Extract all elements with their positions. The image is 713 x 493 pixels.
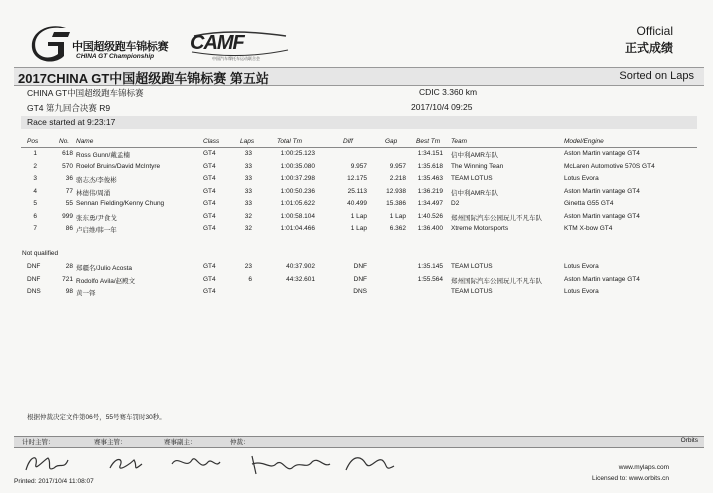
cell-gap: 2.218 (389, 175, 406, 182)
cell-pos: DNF (27, 275, 41, 283)
cell-laps: 33 (244, 175, 252, 182)
cell-best: 1:40.526 (417, 212, 443, 220)
race-start-bar (21, 116, 697, 129)
cell-diff: 1 Lap (350, 212, 367, 220)
cell-total: 1:00:35.080 (280, 162, 315, 170)
cell-model: Aston Martin vantage GT4 (564, 150, 640, 157)
camf-logo (190, 30, 290, 64)
cell-diff: 40.499 (347, 200, 367, 207)
logo-cn-text: 中国超级跑车锦标赛 (72, 41, 169, 53)
footer-bar (14, 436, 704, 448)
clerk-label: 仲裁： (230, 439, 250, 446)
cell-model: Lotus Evora (564, 288, 599, 295)
camf-subtitle: 中国汽车摩托车运动联合会 (212, 56, 260, 61)
cell-best: 1:35.145 (417, 263, 443, 270)
official-en: Official (636, 24, 673, 38)
cell-best: 1:34.497 (417, 200, 443, 207)
table-row (21, 224, 697, 235)
cell-team: TEAM LOTUS (451, 288, 493, 295)
cell-team: 郑州国际汽车公园玩儿不凡车队 (451, 214, 542, 222)
cell-team: 郑州国际汽车公园玩儿不凡车队 (451, 277, 542, 285)
license-info (592, 462, 669, 484)
col-total: Total Tm (277, 138, 303, 145)
sort-label: Sorted on Laps (619, 70, 694, 82)
cell-no: 98 (65, 288, 73, 295)
cell-best: 1:36.219 (417, 187, 443, 195)
penalty-note: 根据仲裁决定文件第06号，55号赛车罚时30秒。 (27, 414, 166, 421)
cell-no: 77 (65, 187, 73, 195)
circuit-info: CDIC 3.360 km (419, 87, 478, 97)
series-name: CHINA GT中国超级跑车锦标赛 (27, 88, 144, 98)
cell-no: 55 (65, 200, 73, 207)
table-row (21, 262, 697, 273)
cell-diff: 25.113 (347, 187, 367, 195)
cell-total: 1:01:04.466 (280, 225, 315, 232)
col-diff: Diff (343, 138, 353, 145)
gt-logo-mark-icon (30, 24, 74, 62)
cell-no: 570 (62, 162, 73, 170)
race-started-text: Race started at 9:23:17 (27, 117, 116, 127)
table-row (21, 275, 697, 286)
license-text: Licensed to: www.orbits.cn (592, 475, 669, 482)
cell-total: 40:37.902 (286, 263, 315, 270)
cell-gap: 12.938 (386, 187, 406, 195)
cell-laps: 33 (244, 150, 252, 157)
cell-best: 1:35.463 (417, 175, 443, 182)
col-best: Best Tm (416, 138, 441, 145)
cell-team: TEAM LOTUS (451, 175, 493, 182)
cell-diff: 12.175 (347, 175, 367, 182)
cell-diff: DNF (353, 263, 367, 270)
cell-name: Rodolfo Avila/赵殿文 (76, 277, 136, 285)
cell-total: 1:00:25.123 (280, 150, 315, 157)
event-datetime: 2017/10/4 09:25 (411, 102, 473, 112)
cell-model: McLaren Automotive 570S GT4 (564, 162, 655, 170)
cell-total: 1:00:58.104 (280, 212, 315, 220)
cell-name: 卢启维/韩一年 (76, 227, 117, 234)
printed-timestamp: Printed: 2017/10/4 11:08:07 (14, 478, 94, 485)
table-row (21, 187, 697, 198)
cell-pos: 3 (33, 175, 37, 182)
cell-class: GT4 (203, 288, 216, 295)
col-pos: Pos (27, 138, 39, 145)
cell-class: GT4 (203, 150, 216, 157)
col-name: Name (76, 138, 94, 145)
cell-model: Ginetta G55 GT4 (564, 200, 614, 207)
cell-class: GT4 (203, 263, 216, 270)
cell-pos: DNF (27, 263, 41, 270)
table-row (21, 162, 697, 173)
cell-no: 36 (65, 175, 73, 182)
cell-class: GT4 (203, 212, 216, 220)
cell-total: 1:00:50.236 (280, 187, 315, 195)
col-gap: Gap (385, 138, 398, 145)
cell-model: Lotus Evora (564, 263, 599, 270)
cell-best: 1:34.151 (417, 150, 443, 157)
cell-model: Aston Martin vantage GT4 (564, 275, 640, 283)
cell-laps: 6 (248, 275, 252, 283)
cell-total: 1:01:05.622 (280, 200, 315, 207)
table-row (21, 174, 697, 185)
orbits-label: Orbits (680, 437, 698, 444)
cell-name: 张东勇/尹食戈 (76, 214, 117, 222)
table-row (21, 199, 697, 210)
cell-gap: 15.386 (386, 200, 406, 207)
cell-name: 黄一铎 (76, 290, 96, 297)
cell-best: 1:36.400 (417, 225, 443, 232)
cell-pos: 6 (33, 212, 37, 220)
official-signatures (20, 450, 400, 478)
cell-no: 86 (65, 225, 73, 232)
cell-diff: 9.957 (350, 162, 367, 170)
cell-team: Xtreme Motorsports (451, 225, 509, 232)
cell-pos: 1 (33, 150, 37, 157)
cell-pos: 5 (33, 200, 37, 207)
cell-class: GT4 (203, 162, 216, 170)
cell-name: 骆志杰/李俊彬 (76, 177, 117, 184)
not-qualified-label: Not qualified (22, 250, 59, 257)
cell-class: GT4 (203, 225, 216, 232)
mylaps-site: www.mylaps.com (618, 464, 669, 471)
cell-pos: DNS (27, 288, 41, 295)
col-laps: Laps (240, 138, 255, 145)
cell-diff: DNF (353, 275, 367, 283)
cell-total: 44:32.601 (286, 275, 315, 283)
steward-label: 赛事副主： (164, 439, 197, 446)
cell-no: 618 (62, 150, 73, 157)
china-gt-logo (30, 24, 180, 68)
table-header (21, 137, 697, 148)
cell-gap: 1 Lap (389, 212, 406, 220)
cell-best: 1:35.618 (417, 162, 443, 170)
logo-en-text: CHINA GT Championship (76, 53, 155, 60)
cell-model: KTM X-bow GT4 (564, 225, 613, 232)
cell-laps: 33 (244, 187, 252, 195)
cell-best: 1:55.564 (417, 275, 443, 283)
cell-name: Ross Gunn/戴孟楠 (76, 152, 130, 159)
cell-class: GT4 (203, 187, 216, 195)
cell-class: GT4 (203, 175, 216, 182)
session-name: GT4 第九回合决赛 R9 (27, 103, 111, 113)
cell-team: The Winning Tean (451, 162, 504, 170)
col-model: Model/Engine (564, 138, 604, 145)
cell-laps: 33 (244, 200, 252, 207)
cell-pos: 4 (33, 187, 37, 195)
cell-model: Aston Martin vantage GT4 (564, 187, 640, 195)
cell-laps: 23 (244, 263, 252, 270)
cell-pos: 2 (33, 162, 37, 170)
cell-diff: 1 Lap (350, 225, 367, 232)
table-row (21, 287, 697, 298)
cell-model: Aston Martin vantage GT4 (564, 212, 640, 220)
cell-name: 郑疆名/Julio Acosta (76, 265, 132, 272)
official-stamp (625, 24, 673, 56)
cell-gap: 6.362 (389, 225, 406, 232)
table-row (21, 149, 697, 160)
official-cn: 正式成绩 (624, 41, 673, 55)
table-row (21, 212, 697, 223)
timekeeper-label: 计时主管： (22, 439, 55, 446)
col-class: Class (203, 138, 220, 145)
cell-class: GT4 (203, 200, 216, 207)
col-no: No. (59, 138, 70, 145)
cell-total: 1:00:37.298 (280, 175, 315, 182)
cell-name: Roelof Bruins/David McIntyre (76, 162, 161, 170)
cell-class: GT4 (203, 275, 216, 283)
cell-laps: 33 (244, 162, 252, 170)
cell-no: 999 (62, 212, 73, 220)
cell-team: TEAM LOTUS (451, 263, 493, 270)
cell-team: 信中利AMR车队 (451, 189, 498, 197)
cell-pos: 7 (33, 225, 37, 232)
cell-no: 28 (65, 263, 73, 270)
camf-wordmark: CAMF (190, 32, 244, 54)
cell-name: 林德伟/周涌 (76, 189, 111, 197)
title-bar (14, 67, 704, 86)
cell-name: Sennan Fielding/Kenny Chung (76, 200, 165, 207)
cell-model: Lotus Evora (564, 175, 599, 182)
cell-team: D2 (451, 200, 460, 207)
cell-no: 721 (62, 275, 73, 283)
cell-diff: DNS (353, 288, 367, 295)
cell-gap: 9.957 (389, 162, 406, 170)
cell-laps: 32 (244, 225, 252, 232)
col-team: Team (451, 138, 468, 145)
cell-team: 信中利AMR车队 (451, 152, 498, 159)
page-title: 2017CHINA GT中国超级跑车锦标赛 第五站 (18, 71, 269, 86)
cell-laps: 32 (244, 212, 252, 220)
secretary-label: 赛事主管： (94, 439, 127, 446)
